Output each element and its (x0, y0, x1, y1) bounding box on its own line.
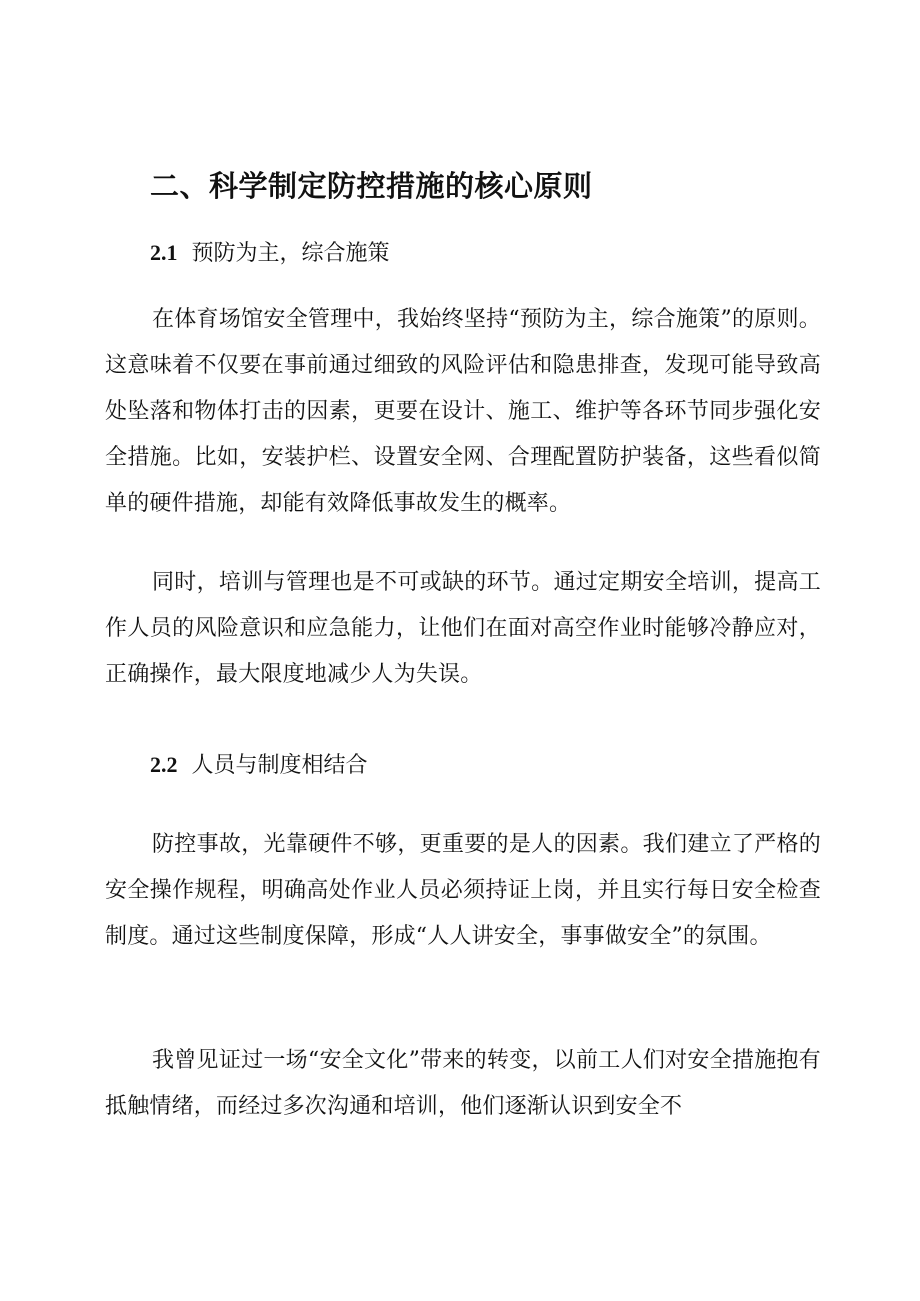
subsection-title: 预防为主，综合施策 (191, 241, 390, 266)
subsection-heading-2-1 (150, 238, 390, 269)
paragraph: 防控事故，光靠硬件不够，更重要的是人的因素。我们建立了严格的安全操作规程，明确高处作业人员必须持证上岗，并且实行每日安全检查制度。通过这些制度保障，形成“人人讲安全，事事做安全”的氛围。 (105, 832, 821, 949)
paragraph: 我曾见证过一场“安全文化”带来的转变，以前工人们对安全措施抱有抵触情绪，而经过多次沟通和培训，他们逐渐认识到安全不 (105, 1048, 821, 1119)
subsection-title: 人员与制度相结合 (191, 753, 368, 778)
subsection-number: 2.1 (150, 240, 178, 265)
section-heading: 二、科学制定防控措施的核心原则 (150, 169, 593, 203)
paragraph: 同时，培训与管理也是不可或缺的环节。通过定期安全培训，提高工作人员的风险意识和应急能力，让他们在面对高空作业时能够冷静应对，正确操作，最大限度地减少人为失误。 (105, 570, 821, 687)
subsection-heading-2-2 (150, 750, 368, 781)
subsection-number: 2.2 (150, 752, 178, 777)
paragraph: 在体育场馆安全管理中，我始终坚持“预防为主，综合施策”的原则。这意味着不仅要在事前通过细致的风险评估和隐患排查，发现可能导致高处坠落和物体打击的因素，更要在设计、施工、维护等各环节同步强化安全措施。比如，安装护栏、设置安全网、合理配置防护装备，这些看似简单的硬件措施，却能有效降低事故发生的概率。 (105, 307, 821, 516)
